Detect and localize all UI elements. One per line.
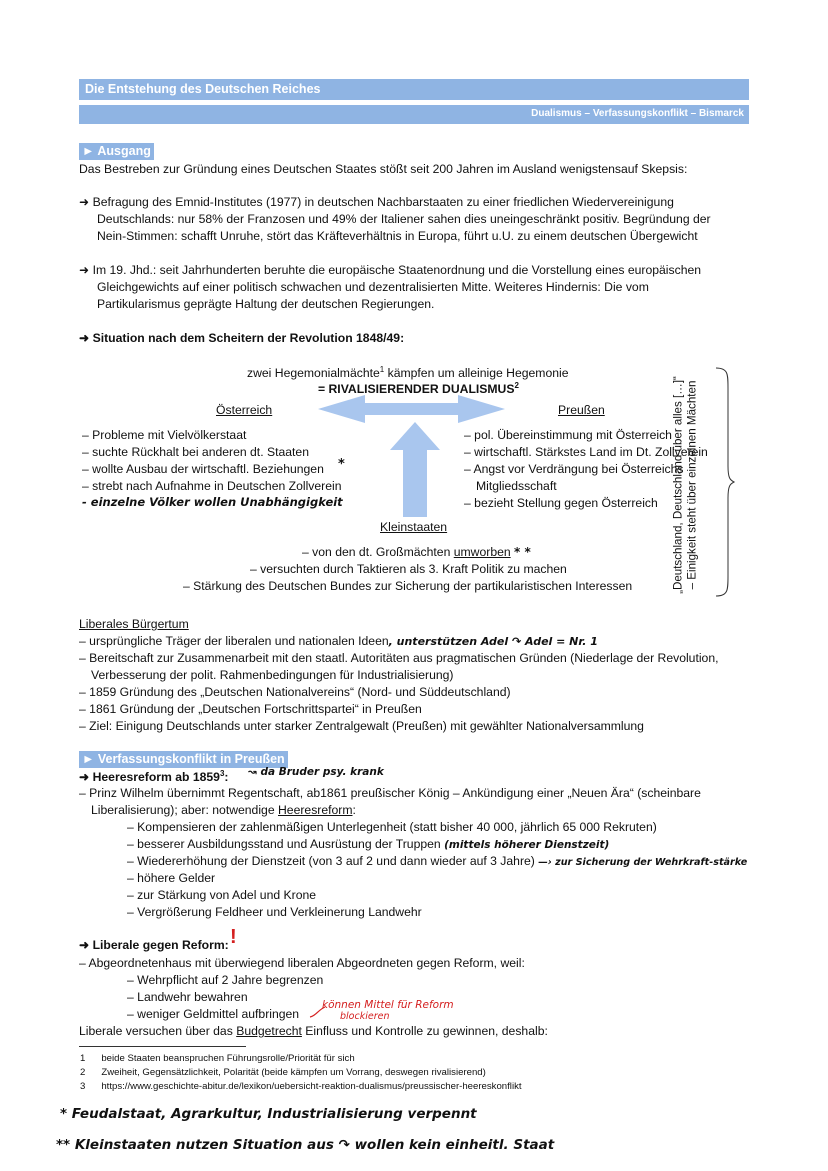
- against-item: – Wehrpflicht auf 2 Jahre begrenzen: [127, 973, 324, 987]
- reform-line1: – Prinz Wilhelm übernimmt Regentschaft, ab1861 preußischer König – Ankündigung einer „Neuen Ära“ (scheinbare: [79, 786, 701, 800]
- austria-title: Österreich: [216, 403, 273, 417]
- small-states-item: – Stärkung des Deutschen Bundes zur Sicherung der partikularistischen Interessen: [183, 579, 633, 593]
- austria-item: – strebt nach Aufnahme in Deutschen Zollverein: [82, 479, 342, 493]
- right-brace: [714, 366, 736, 598]
- footnote: 2 Zweiheit, Gegensätzlichkeit, Polarität (beide kämpfen um Vorrang, deswegen rivalisierend): [80, 1067, 486, 1078]
- austria-item: – wollte Ausbau der wirtschaftl. Beziehungen: [82, 462, 324, 476]
- exclamation-mark: !: [230, 926, 237, 948]
- reform-item: – besserer Ausbildungsstand und Ausrüstung der Truppen (mittels höherer Dienstzeit): [127, 837, 610, 851]
- point1-line1: ➜ Befragung des Emnid-Institutes (1977) in deutschen Nachbarstaaten zu einer friedlichen Wiedervereinigung: [79, 195, 674, 209]
- prussia-title: Preußen: [558, 403, 605, 417]
- prussia-item: – pol. Übereinstimmung mit Österreich: [464, 428, 672, 442]
- against-heading: ➜ Liberale gegen Reform:: [79, 938, 229, 952]
- against-item: – weniger Geldmittel aufbringen: [127, 1007, 300, 1021]
- small-states-item: – von den dt. Großmächten umworben * *: [302, 545, 531, 559]
- footnote: 1 beide Staaten beanspruchen Führungsrolle/Priorität für sich: [80, 1053, 355, 1064]
- point1-line3: Nein-Stimmen: schafft Unruhe, stört das Kräfteverhältnis in Europa, führt u.U. zu einem deutschen Übergewicht: [97, 229, 698, 243]
- side-quote: „Deutschland, Deutschland über alles […]“ – Einigkeit steht über einzelnen Mächten: [671, 376, 699, 594]
- against-item: – Landwehr bewahren: [127, 990, 248, 1004]
- prussia-item: Mitgliedsschaft: [476, 479, 557, 493]
- reform-hand-note: ↝ da Bruder psy. krank: [248, 766, 384, 778]
- point2-line2: Gleichgewichts auf einer politisch schwachen und dezentralisierten Mitte. Weiteres Hindernis: Die vom: [97, 280, 649, 294]
- budget-line: Liberale versuchen über das Budgetrecht Einfluss und Kontrolle zu gewinnen, deshalb:: [79, 1024, 548, 1038]
- liberal-line1: – ursprüngliche Träger der liberalen und nationalen Ideen, unterstützen Adel ↷ Adel = Nr. 1: [79, 634, 598, 648]
- liberal-line2: – Bereitschaft zur Zusammenarbeit mit den staatl. Autoritäten aus pragmatischen Gründen (Niederlage der Revolution,: [79, 651, 719, 665]
- liberal-line3: – 1859 Gründung des „Deutschen Nationalvereins“ (Nord- und Süddeutschland): [79, 685, 511, 699]
- reform-item: – zur Stärkung von Adel und Krone: [127, 888, 317, 902]
- situation-heading: ➜ Situation nach dem Scheitern der Revolution 1848/49:: [79, 331, 405, 345]
- diagram-top-line: zwei Hegemonialmächte$^1$ kämpfen um alleinige Hegemonie: [247, 365, 569, 381]
- liberal-line2b: Verbesserung der polit. Rahmenbedingungen für Industrialisierung): [91, 668, 454, 682]
- point1-line2: Deutschlands: nur 58% der Franzosen und 49% der Italiener sahen dies uneingeschränkt positiv. Begründung der: [97, 212, 711, 226]
- hand-footer-1: * Feudalstaat, Agrarkultur, Industrialisierung verpennt: [60, 1106, 477, 1122]
- subtitle-bar: [79, 105, 749, 124]
- reform-item: – Vergrößerung Feldheer und Verkleinerung Landwehr: [127, 905, 422, 919]
- prussia-item: – bezieht Stellung gegen Österreich: [464, 496, 658, 510]
- hand-footer-2: ** Kleinstaaten nutzen Situation aus ↷ wollen kein einheitl. Staat: [56, 1137, 555, 1153]
- reform-line1b: Liberalisierung); aber: notwendige Heeresreform:: [91, 803, 356, 817]
- liberal-title: Liberales Bürgertum: [79, 617, 189, 631]
- red-hand-note: können Mittel für Reform: [322, 999, 454, 1011]
- reform-item: – Wiedererhöhung der Dienstzeit (von 3 auf 2 und dann wieder auf 3 Jahre) —› zur Sicherung der Wehrkraft-stärke: [127, 854, 748, 868]
- red-arrow-icon: [308, 1004, 328, 1020]
- page-subtitle: Dualismus – Verfassungskonflikt – Bismarck: [531, 108, 744, 119]
- title-bar: [79, 79, 749, 100]
- liberal-line4: – 1861 Gründung der „Deutschen Fortschrittspartei“ in Preußen: [79, 702, 422, 716]
- austria-hand-mark: *: [338, 457, 345, 472]
- section-heading-ausgang: ► Ausgang: [79, 143, 154, 160]
- up-arrow: [390, 422, 440, 517]
- prussia-item: – wirtschaftl. Stärkstes Land im Dt. Zollverein: [464, 445, 708, 459]
- against-intro: – Abgeordnetenhaus mit überwiegend liberalen Abgeordneten gegen Reform, weil:: [79, 956, 525, 970]
- small-states-title: Kleinstaaten: [380, 520, 448, 534]
- point2-line1: ➜ Im 19. Jhd.: seit Jahrhunderten beruhte die europäische Staatenordnung und die Vorstellung eines europäischen: [79, 263, 702, 277]
- liberal-line5: – Ziel: Einigung Deutschlands unter starker Zentralgewalt (Preußen) mit gewählter Nationalversammlung: [79, 719, 644, 733]
- intro-text: Das Bestreben zur Gründung eines Deutschen Staates stößt seit 200 Jahren im Ausland wenigstensauf Skepsis:: [79, 162, 688, 176]
- footnote: 3 https://www.geschichte-abitur.de/lexikon/uebersicht-reaktion-dualismus/preussischer-heereskonflikt: [80, 1081, 522, 1092]
- dualism-label: = RIVALISIERENDER DUALISMUS$^2$: [318, 381, 519, 397]
- prussia-item: – Angst vor Verdrängung bei Österreichs: [464, 462, 684, 476]
- austria-item: – Probleme mit Vielvölkerstaat: [82, 428, 247, 442]
- reform-item: – höhere Gelder: [127, 871, 216, 885]
- reform-heading: ➜ Heeresreform ab 1859$^3$:: [79, 769, 229, 785]
- point2-line3: Partikularismus geprägte Haltung der deutschen Regierungen.: [97, 297, 435, 311]
- page-title: Die Entstehung des Deutschen Reiches: [85, 82, 321, 96]
- section-heading-verfassungskonflikt: ► Verfassungskonflikt in Preußen: [79, 751, 288, 768]
- reform-item: – Kompensieren der zahlenmäßigen Unterlegenheit (statt bisher 40 000, jährlich 65 000 Rekruten): [127, 820, 657, 834]
- austria-hand-note: - einzelne Völker wollen Unabhängigkeit: [82, 495, 343, 509]
- austria-item: – suchte Rückhalt bei anderen dt. Staaten: [82, 445, 309, 459]
- red-hand-note-2: blockieren: [340, 1011, 390, 1022]
- small-states-item: – versuchten durch Taktieren als 3. Kraft Politik zu machen: [250, 562, 567, 576]
- footnote-divider: [79, 1046, 246, 1047]
- double-arrow: [318, 395, 505, 423]
